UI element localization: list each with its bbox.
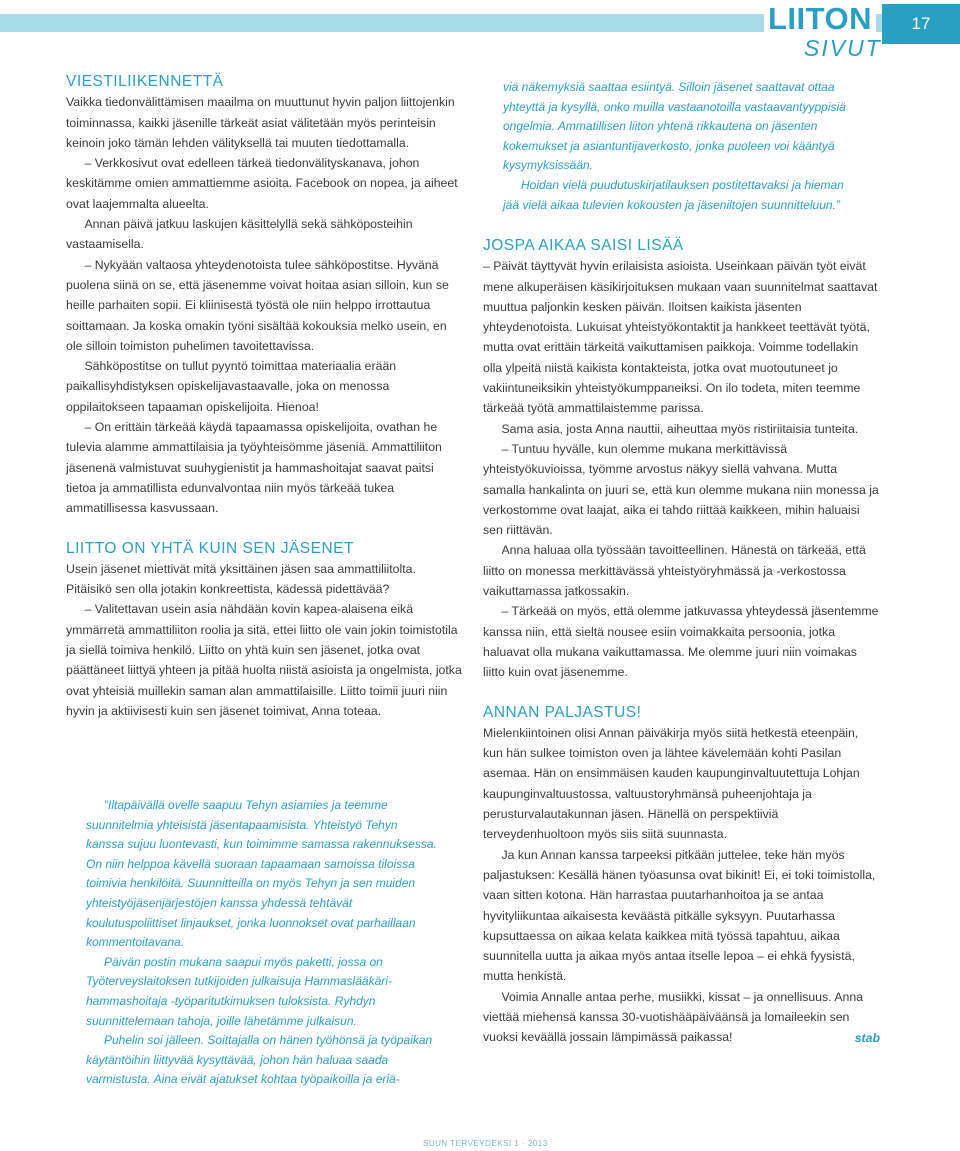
heading-viestiliikennetta: VIESTILIIKENNETTÄ (66, 73, 224, 90)
paragraph: – Valitettavan usein asia nähdään kovin kapea-alaisena eikä ymmärretä ammattiliiton roolia ja sitä, ettei liitto ole vain jokin toimistotila ja siellä toimiva henkilö. Liitto on yhtä kuin sen jäsenet, jotka ovat päättäneet liittyä yhteen ja pitää huolta niistä asioista ja ongelmista, jotka ovat yhteisiä muillekin saman alan ammattilaisille. Liitto toimii juuri niin hyvin ja aktiivisesti kuin sen jäsenet toimivat, Anna toteaa. (66, 602, 462, 718)
diary-quote-left (86, 796, 438, 1090)
page-number: 17 (882, 4, 960, 44)
paragraph: Usein jäsenet miettivät mitä yksittäinen jäsen saa ammattiliitolta. Pitäisikö sen olla jotakin konkreettista, kädessä pidettävää? (66, 561, 416, 597)
quote-paragraph: Hoidan vielä puudutuskirjatilauksen postitettavaksi ja hieman jää vielä aikaa tulevien kokousten ja jäseniltojen suunnitteluun.” (503, 177, 844, 212)
heading-jospa-aikaa: JOSPA AIKAA SAISI LISÄÄ (483, 237, 684, 254)
quote-paragraph: ”Iltapäivällä ovelle saapuu Tehyn asiamies ja teemme suunnitelmia yhteisistä jäsentapaamisista. Yhteistyö Tehyn kanssa sujuu luontevasti, kun toimimme samassa rakennuksessa. On niin helppoa kävellä suoraan tapaamaan samoissa tiloissa toimivia henkilöitä. Suunnitteilla on myös Tehyn ja sen muiden yhteistyöjäsenjärjestöjen kanssa yhdessä tehtävät koulutuspoliittiset linjaukset, jonka luonnokset ovat parhaillaan kommentoitavana. (86, 798, 437, 950)
brand-title: LIITON (764, 2, 876, 36)
paragraph: Vaikka tiedonvälittämisen maailma on muuttunut hyvin paljon liittojenkin toiminnassa, kaikki jäsenille tärkeät asiat välitetään myös perinteisin keinoin joko tämän lehden välityksellä tai muuten tiedottamalla. (66, 95, 455, 150)
paragraph: – Tuntuu hyvälle, kun olemme mukana merkittävissä yhteistyökuvioissa, työmme arvostus näkyy siellä vahvana. Mutta samalla hankalinta on juuri se, että kun olemme mukana niin monessa ja verkostomme ovat laajat, aika ei tahdo riittää kaikkeen, mihin haluaisi sen riittävän. (483, 441, 879, 538)
paragraph: – Verkkosivut ovat edelleen tärkeä tiedonvälityskanava, johon keskitämme omien ammattiemme asioita. Facebook on nopea, ja aiheet ovat laajemmalta alueelta. (66, 156, 458, 211)
paragraph: Voimia Annalle antaa perhe, musiikki, kissat – ja onnellisuus. Anna viettää miehensä kanssa 30-vuotishääpäiväänsä ja lomaileekin sen vuoksi keväällä jossain lämpimässä paikassa! (483, 989, 864, 1045)
quote-paragraph: viä näkemyksiä saattaa esiintyä. Silloin jäsenet saattavat ottaa yhteyttä ja kysyllä, onko muilla vastaanotoilla vastaavantyyppisiä ongelmia. Ammatillisen liiton yhtenä rikkautena on jäsenten kokemukset ja asiantuntijaverkosto, jonka puoleen voi kääntyä kysymyksissään. (503, 80, 846, 173)
brand-subtitle: SIVUT (804, 35, 882, 61)
paragraph: Annan päivä jatkuu laskujen käsittelyllä sekä sähköposteihin vastaamisella. (66, 217, 413, 252)
diary-quote-right (503, 78, 861, 215)
paragraph: – Tärkeää on myös, että olemme jatkuvassa yhteydessä jäsentemme kanssa niin, että sieltä nousee esiin voimakkaita persoonia, jotka haluavat olla mukana vaikuttamassa. Me olemme juuri niin voimakas liitto kuin ovat jäsenemme. (483, 604, 879, 680)
left-column (66, 72, 465, 721)
paragraph: Sähköpostitse on tullut pyyntö toimittaa materiaalia erään paikallisyhdistyksen opiskelijavastaavalle, joka on menossa oppilaitokseen tapaaman opiskelijoita. Hienoa! (66, 359, 397, 414)
paragraph: Ja kun Annan kanssa tarpeeksi pitkään juttelee, teke hän myös paljastuksen: Kesällä hänen työasunsa ovat bikinit! Ei, ei toki toimistolla, vaan sitten kotona. Hän harrastaa puutarhanhoitoa ja se antaa hyvityliikuntaa aikaisesta keväästä pitkälle syksyyn. Puutarhassa kupsuttaessa on aikaa kelata kaikkea mitä työssä tapahtuu, aikaa suunnitella uutta ja aikaa myös antaa itselle lepoa – ei ehkä fyysistä, mutta henkistä. (483, 847, 876, 984)
heading-liitto-on-yhta: LIITTO ON YHTÄ KUIN SEN JÄSENET (66, 539, 354, 557)
paragraph: – On erittäin tärkeää käydä tapaamassa opiskelijoita, ovathan he tulevia alamme ammattilaisia ja työyhteisömme jäseniä. Ammattiliiton jäsenenä valmistuvat suuhygienistit ja hammashoitajat saavat paitsi tietoa ja ammatillista edunvalvontaa niin myös tärkeää tukea ammatillisessa kasvussaan. (66, 420, 442, 516)
author-signature: stab (854, 1030, 880, 1045)
paragraph: Anna haluaa olla työssään tavoitteellinen. Hänestä on tärkeää, että liitto on monessa merkittävässä yhteistyöryhmässä ja -verkostossa vaikuttamassa jatkossakin. (483, 543, 866, 599)
paragraph: Sama asia, josta Anna nauttii, aiheuttaa myös ristiriitaisia tunteita. (501, 421, 859, 436)
heading-annan-paljastus: ANNAN PALJASTUS! (483, 703, 642, 721)
right-column (483, 236, 880, 1048)
quote-paragraph: Päivän postin mukana saapui myös paketti, jossa on Työterveyslaitoksen tutkijoiden julkaisuja Hammaslääkäri-hammashoitaja -työparitutkimuksen tuloksista. Ryhdyn suunnittelemaan tahoja, joille lähetämme julkaisun. (86, 954, 392, 1028)
paragraph: – Päivät täyttyvät hyvin erilaisista asioista. Useinkaan päivän työt eivät mene alkuperäisen käsikirjoituksen mukaan vaan suunnitelmat saattavat muuttua paljonkin kesken päivän. Iloitsen kaikista jäsenten yhteydenotoista. Lukuisat yhteistyökontaktit ja hankkeet teettävät työtä, mutta ovat erittäin tärkeitä vaikuttamisen paikkoja. Voimme todellakin olla ylpeitä niistä kaikista kontakteista, jotka ovat muotoutuneet jo vakiintuneiksikin yhteistyökumppaneiksi. On ilo todeta, miten teemme tärkeää työtä ammattilaistemme parissa. (483, 259, 878, 416)
footer-publication: SUUN TERVEYDEKSI 1 · 2013 (423, 1139, 548, 1148)
quote-paragraph: Puhelin soi jälleen. Soittajalla on hänen työhönsä ja työpaikan käytäntöihin liittyvää kysyttävää, johon hän haluaa saada varmistusta. Aina eivät ajatukset kohtaa työpaikoilla ja eriä- (86, 1033, 433, 1087)
paragraph: – Nykyään valtaosa yhteydenotoista tulee sähköpostitse. Hyvänä puolena siinä on se, että jäsenemme voivat hoitaa asian silloin, kun se heille parhaiten sopii. Ei kliinisestä työstä ole niin helppo irrottautua soittamaan. Ja koska omakin työni sisältää kokouksia melko usein, en ole silloin toimiston puhelimen tavoitettavissa. (66, 257, 449, 353)
paragraph: Mielenkiintoinen olisi Annan päiväkirja myös siitä hetkestä eteenpäin, kun hän sulkee toimiston oven ja lähtee kävelemään kohti Pasilan asemaa. Hän on ensimmäisen kauden kaupunginvaltuutettuja Lohjan kaupunginvaltuustossa, valtuustoryhmänsä puheenjohtaja ja perusturvalautakunnan jäsen. Hänellä on perspektiiviä terveydenhuoltoon myös siis siitä suunnasta. (483, 725, 860, 842)
